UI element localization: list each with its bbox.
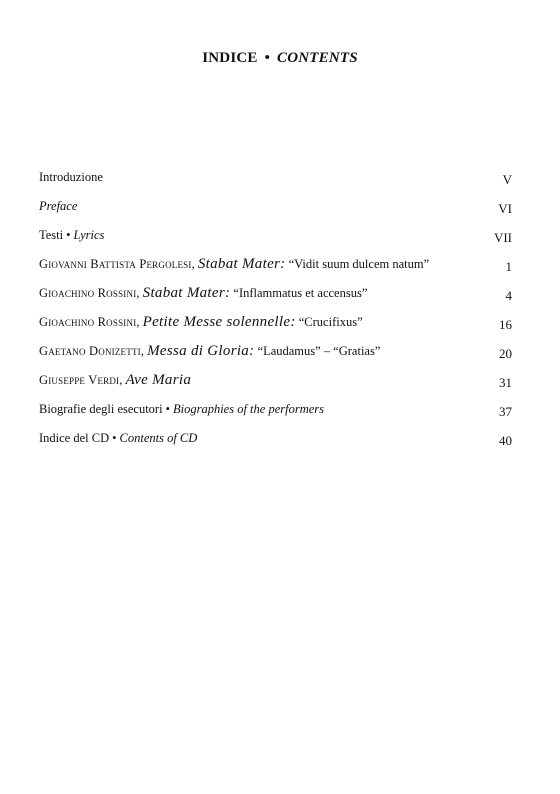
toc-entry-preface[interactable] (39, 195, 512, 224)
entry-page: 1 (505, 259, 512, 274)
entry-title-italian: Testi (39, 228, 64, 242)
entry-separator: • (112, 431, 117, 445)
entry-title-italian: Biografie degli esecutori (39, 402, 163, 416)
entry-work: Stabat Mater: (142, 285, 231, 301)
entry-composer: Giuseppe Verdi (39, 373, 120, 387)
toc-entry-introduzione[interactable] (39, 166, 512, 195)
toc-entry-rossini-messe[interactable] (39, 311, 512, 340)
toc-entry-pergolesi[interactable] (39, 253, 512, 282)
toc-entry-donizetti[interactable] (39, 340, 512, 369)
title-separator: • (264, 50, 271, 66)
entry-work: Messa di Gloria: (147, 343, 255, 359)
entry-page: VII (493, 230, 512, 245)
table-of-contents (39, 166, 512, 456)
entry-work: Ave Maria (125, 372, 192, 388)
entry-title-english: Biographies of the performers (172, 402, 325, 416)
entry-piece: “Inflammatus et accensus” (233, 286, 368, 300)
toc-entry-indice-cd[interactable] (39, 427, 512, 456)
entry-title: Preface (39, 199, 78, 213)
entry-page: 16 (499, 317, 512, 332)
entry-title: Gioachino Rossini, Stabat Mater: “Inflammatus et accensus” (39, 285, 368, 301)
toc-entry-verdi[interactable] (39, 369, 512, 398)
entry-piece: “Crucifixus” (298, 315, 363, 329)
entry-work: Petite Messe solennelle: (142, 314, 296, 330)
entry-title (39, 427, 197, 449)
entry-piece: “Vidit suum dulcem natum” (288, 257, 430, 271)
entry-title: Introduzione (39, 170, 103, 184)
entry-page: 20 (499, 346, 512, 361)
entry-title: Giovanni Battista Pergolesi, Stabat Mater: “Vidit suum dulcem natum” (39, 256, 430, 272)
title-italian: INDICE (202, 50, 258, 66)
entry-page: VI (498, 201, 512, 216)
entry-page: 37 (499, 404, 512, 419)
page-title (0, 50, 560, 67)
entry-page: 31 (499, 375, 512, 390)
title-english: CONTENTS (276, 50, 358, 66)
entry-title-english: Lyrics (73, 228, 105, 242)
entry-title-italian: Indice del CD (39, 431, 110, 445)
entry-title: Gaetano Donizetti, Messa di Gloria: “Laudamus” – “Gratias” (39, 343, 381, 359)
entry-page: 4 (505, 288, 512, 303)
entry-separator: • (165, 402, 170, 416)
entry-piece: “Laudamus” – “Gratias” (257, 344, 381, 358)
entry-composer: Gioachino Rossini (39, 286, 137, 300)
toc-entry-testi[interactable] (39, 224, 512, 253)
entry-title (39, 398, 324, 420)
entry-composer: Giovanni Battista Pergolesi (39, 257, 192, 271)
entry-title-english: Contents of CD (119, 431, 198, 445)
entry-title (39, 224, 104, 246)
entry-page: V (502, 172, 512, 187)
entry-page: 40 (499, 433, 512, 448)
entry-separator: • (66, 228, 71, 242)
entry-composer: Gaetano Donizetti (39, 344, 141, 358)
toc-entry-rossini-stabat[interactable] (39, 282, 512, 311)
entry-composer: Gioachino Rossini (39, 315, 137, 329)
toc-entry-biografie[interactable] (39, 398, 512, 427)
entry-title: Giuseppe Verdi, Ave Maria (39, 372, 192, 388)
entry-work: Stabat Mater: (197, 256, 286, 272)
entry-title: Gioachino Rossini, Petite Messe solennelle: “Crucifixus” (39, 314, 363, 330)
